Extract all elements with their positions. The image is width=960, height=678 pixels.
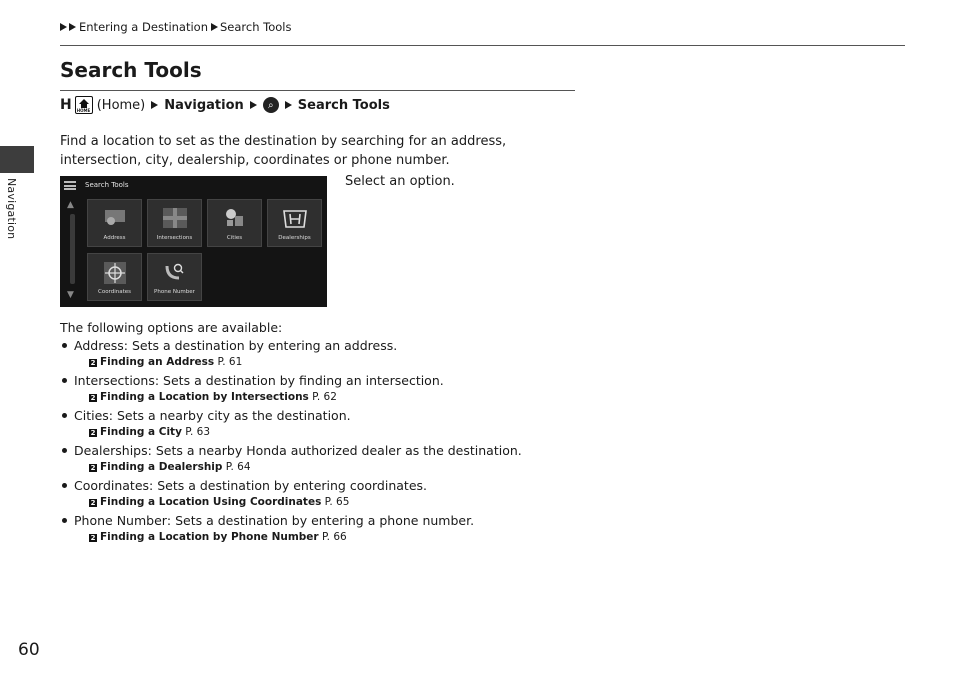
bullet-icon xyxy=(62,518,67,523)
section-tab xyxy=(0,146,34,173)
reference-marker-icon: 2 xyxy=(90,394,96,402)
reference-page: P. 61 xyxy=(217,356,243,368)
path-arrow-icon xyxy=(285,101,292,109)
reference-title: Finding a Location by Intersections xyxy=(100,391,309,403)
tile-coordinates xyxy=(87,253,142,301)
reference-title: Finding a Location by Phone Number xyxy=(100,531,319,543)
bullet-icon xyxy=(62,483,67,488)
bullet-icon xyxy=(62,343,67,348)
section-label: Navigation xyxy=(5,178,18,240)
cross-reference-link[interactable] xyxy=(74,495,580,509)
home-icon-label: HOME xyxy=(76,108,91,113)
cross-reference-link[interactable] xyxy=(74,390,580,404)
list-item xyxy=(60,337,580,369)
path-arrow-icon xyxy=(250,101,257,109)
options-heading: The following options are available: xyxy=(60,320,283,335)
cross-reference-link[interactable] xyxy=(74,460,580,474)
path-navigation: Navigation xyxy=(164,97,244,113)
tile-label: Cities xyxy=(226,235,243,241)
reference-title: Finding a Location Using Coordinates xyxy=(100,496,322,508)
cross-reference-link[interactable] xyxy=(74,530,580,544)
screen-scrollbar xyxy=(65,198,79,302)
option-term: Cities xyxy=(74,408,109,423)
breadcrumb-arrow-icon xyxy=(211,23,218,31)
search-icon: ⌕ xyxy=(263,97,279,113)
reference-page: P. 65 xyxy=(324,496,350,508)
reference-title: Finding a Dealership xyxy=(100,461,223,473)
tile-intersections xyxy=(147,199,202,247)
path-arrow-icon xyxy=(151,101,158,109)
option-desc: : Sets a destination by entering a phone number. xyxy=(166,513,475,528)
path-search-tools: Search Tools xyxy=(297,97,390,113)
reference-marker-icon: 2 xyxy=(90,534,96,542)
option-desc: : Sets a destination by entering coordinates. xyxy=(149,478,427,493)
crosshair-icon xyxy=(104,262,126,284)
tile-label: Dealerships xyxy=(278,235,311,241)
tile-label: Phone Number xyxy=(154,289,195,295)
reference-page: P. 62 xyxy=(312,391,337,403)
list-item xyxy=(60,442,580,474)
bullet-icon xyxy=(62,378,67,383)
cross-reference-link[interactable] xyxy=(74,355,580,369)
list-item xyxy=(60,512,580,544)
reference-marker-icon: 2 xyxy=(90,359,96,367)
option-term: Address xyxy=(74,338,124,353)
tile-address xyxy=(87,199,142,247)
cross-reference-link[interactable] xyxy=(74,425,580,439)
list-item xyxy=(60,372,580,404)
screen-image xyxy=(60,176,327,307)
option-term: Coordinates xyxy=(74,478,150,493)
instruction-text: Select an option. xyxy=(345,174,455,189)
h-marker: H xyxy=(60,97,72,113)
home-icon xyxy=(75,96,93,114)
options-list xyxy=(60,337,580,547)
tile-label: Address xyxy=(103,235,126,241)
breadcrumb-item[interactable]: Entering a Destination xyxy=(79,20,208,34)
screen-title: Search Tools xyxy=(85,181,129,189)
page-number: 60 xyxy=(18,640,40,660)
header-divider xyxy=(60,45,905,46)
honda-logo-icon xyxy=(282,208,308,230)
option-desc: : Sets a nearby city as the destination. xyxy=(108,408,351,423)
tile-label: Intersections xyxy=(156,235,193,241)
option-desc: : Sets a destination by entering an address. xyxy=(123,338,398,353)
intro-text: Find a location to set as the destination by searching for an address, intersection, city, dealership, coordinates or phone number. xyxy=(60,134,507,168)
reference-page: P. 64 xyxy=(225,461,251,473)
list-item xyxy=(60,407,580,439)
menu-icon xyxy=(64,181,76,190)
scroll-up-icon: ▲ xyxy=(67,200,74,210)
reference-title: Finding a City xyxy=(100,426,182,438)
reference-marker-icon: 2 xyxy=(90,429,96,437)
breadcrumb-item[interactable]: Search Tools xyxy=(220,20,292,34)
breadcrumb xyxy=(60,20,295,34)
reference-title: Finding an Address xyxy=(100,356,215,368)
option-term: Dealerships xyxy=(74,443,148,458)
reference-marker-icon: 2 xyxy=(90,499,96,507)
intersection-icon xyxy=(163,208,187,228)
tile-label: Coordinates xyxy=(97,289,132,295)
tile-cities xyxy=(207,199,262,247)
address-icon xyxy=(103,208,127,226)
tile-dealerships xyxy=(267,199,322,247)
breadcrumb-arrow-icon xyxy=(69,23,76,31)
scroll-down-icon: ▼ xyxy=(67,290,74,300)
list-item xyxy=(60,477,580,509)
bullet-icon xyxy=(62,448,67,453)
option-term: Phone Number xyxy=(74,513,167,528)
menu-path xyxy=(60,96,390,114)
reference-marker-icon: 2 xyxy=(90,464,96,472)
home-label: (Home) xyxy=(96,97,146,113)
option-term: Intersections xyxy=(74,373,155,388)
phone-search-icon xyxy=(164,262,186,282)
tile-phone-number xyxy=(147,253,202,301)
cities-icon xyxy=(223,208,247,228)
bullet-icon xyxy=(62,413,67,418)
option-desc: : Sets a nearby Honda authorized dealer as the destination. xyxy=(147,443,522,458)
reference-page: P. 66 xyxy=(321,531,347,543)
option-desc: : Sets a destination by finding an intersection. xyxy=(154,373,444,388)
title-divider xyxy=(60,90,575,91)
page-title: Search Tools xyxy=(60,58,202,82)
reference-page: P. 63 xyxy=(185,426,210,438)
breadcrumb-arrow-icon xyxy=(60,23,67,31)
